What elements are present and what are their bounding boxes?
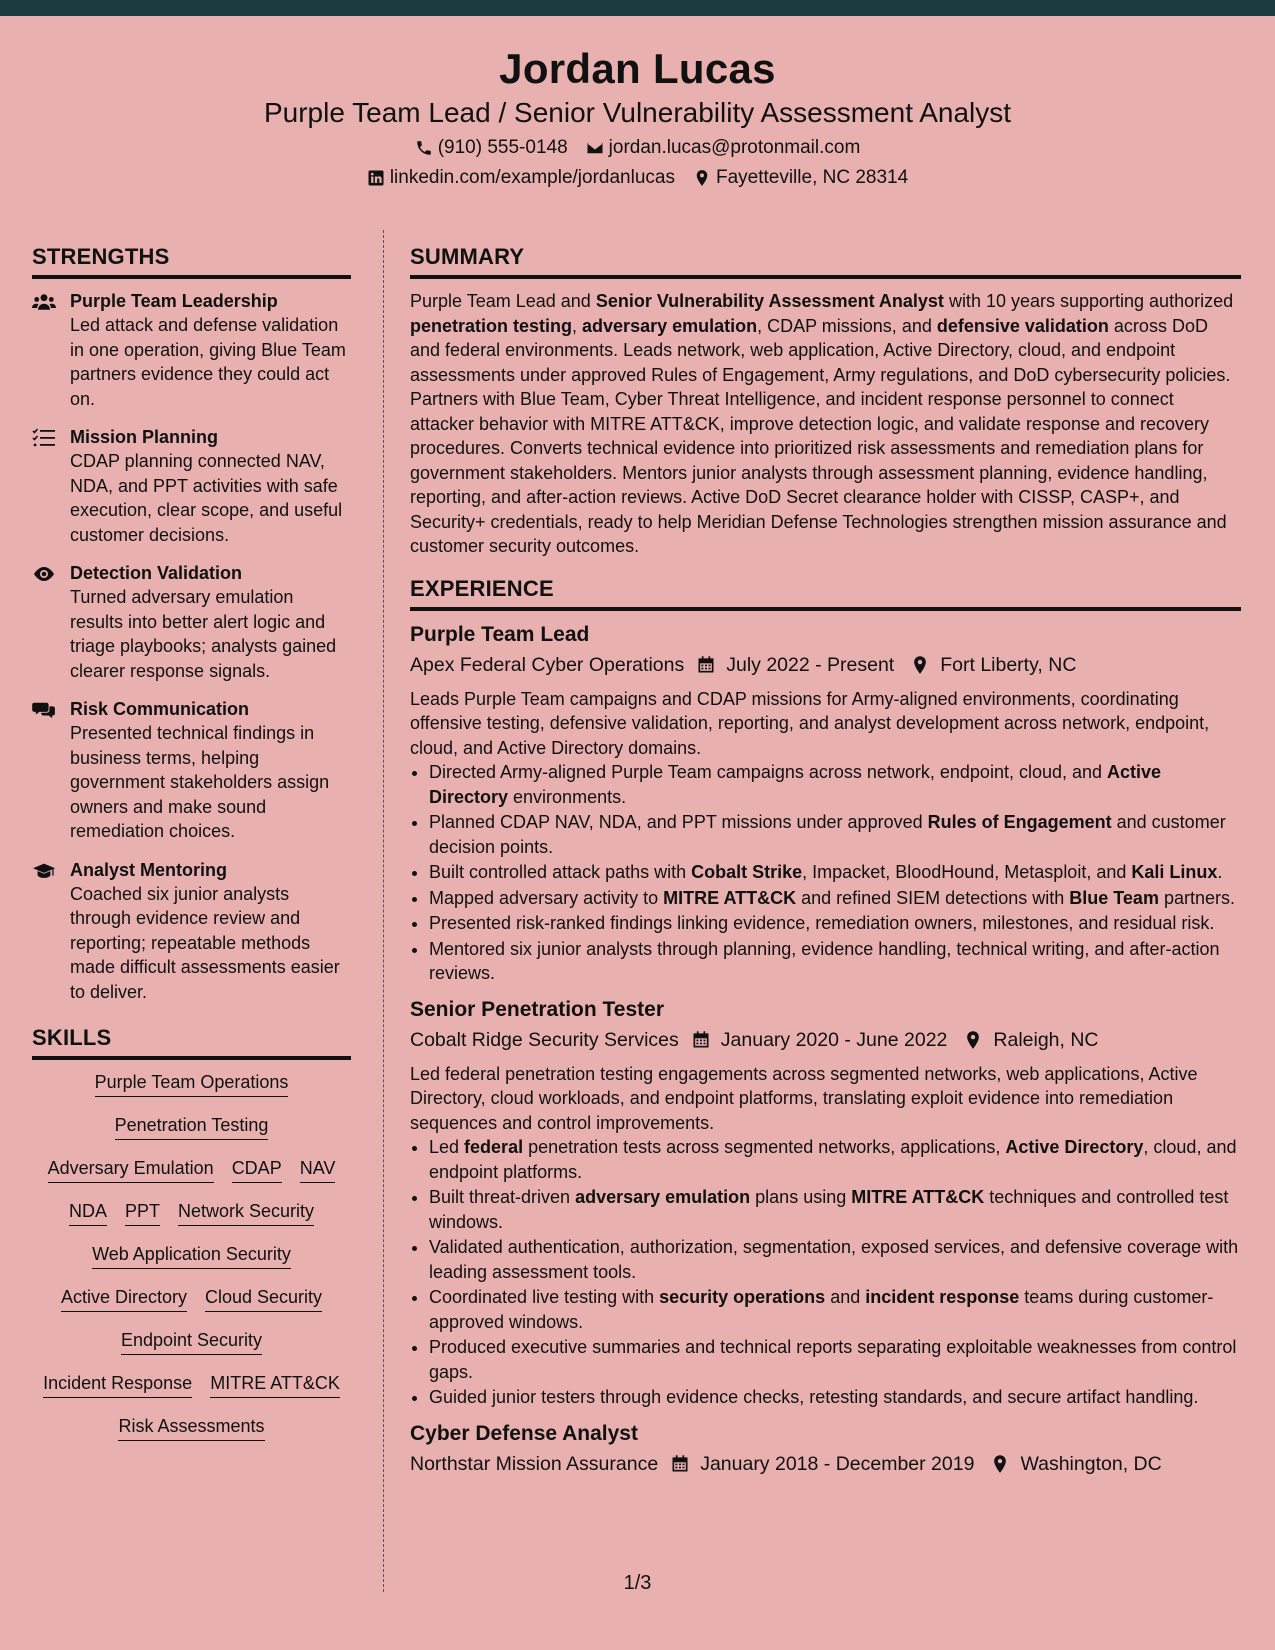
candidate-title: Purple Team Lead / Senior Vulnerability Assessment Analyst	[263, 97, 1012, 128]
job-title: Cyber Defense Analyst	[410, 1421, 638, 1445]
phone-contact[interactable]	[415, 136, 568, 160]
strength-desc: Presented technical findings in business terms, helping government stakeholders assign owners and make sound remediation choices.	[70, 723, 330, 841]
bullet-item	[429, 886, 1241, 911]
contact-row-1	[0, 136, 1275, 160]
text-segment: Directed Army-aligned Purple Team campaigns across network, endpoint, cloud, and	[429, 762, 1108, 782]
bold-text: incident response	[865, 1287, 1020, 1307]
skill-row	[32, 1328, 351, 1355]
text-segment: Validated authentication, authorization, segmentation, exposed services, and defensive coverage with leading assessment tools.	[429, 1237, 1239, 1282]
skill-tag: Adversary Emulation	[48, 1156, 214, 1183]
strength-item	[32, 858, 351, 1005]
job-meta	[410, 1026, 1241, 1054]
map-pin-icon	[693, 169, 711, 187]
job-title: Purple Team Lead	[410, 622, 590, 646]
bold-text: Active Directory	[1005, 1137, 1144, 1157]
text-segment: partners.	[1158, 887, 1235, 908]
page-number: 1/3	[623, 1572, 652, 1594]
bold-text: MITRE ATT&CK	[663, 887, 797, 908]
skill-row	[32, 1156, 351, 1183]
job-meta	[410, 651, 1241, 679]
skills-list	[32, 1070, 351, 1441]
text-segment: ,	[572, 315, 583, 336]
strength-item	[32, 697, 351, 844]
bold-text: Active Directory	[429, 762, 1162, 807]
strength-title: Purple Team Leadership	[70, 291, 278, 311]
users-icon	[32, 292, 56, 312]
text-segment: plans using	[750, 1187, 852, 1207]
right-column	[410, 243, 1241, 1486]
skill-tag: Web Application Security	[92, 1242, 291, 1269]
skill-row	[32, 1371, 351, 1398]
bold-text: adversary emulation	[582, 315, 758, 336]
strength-desc: Turned adversary emulation results into better alert logic and triage playbooks; analysts gained clearer response signals.	[70, 587, 337, 681]
graduation-cap-icon	[32, 861, 56, 881]
text-segment: , CDAP missions, and	[757, 315, 937, 336]
strength-desc: CDAP planning connected NAV, NDA, and PPT activities with safe execution, clear scope, and useful customer decisions.	[70, 451, 343, 545]
job-company: Northstar Mission Assurance	[410, 1452, 659, 1475]
bullet-item	[429, 1285, 1241, 1334]
skill-tag: Endpoint Security	[121, 1328, 262, 1355]
text-segment: teams during customer-approved windows.	[429, 1287, 1214, 1332]
job-description: Leads Purple Team campaigns and CDAP missions for Army-aligned environments, coordinating offensive testing, defensive validation, reporting, and analyst development across network, endpoint, cloud, and Active Directory domains.	[410, 688, 1210, 758]
column-divider	[383, 230, 384, 1592]
job-dates: January 2018 - December 2019	[700, 1452, 975, 1475]
bold-text: MITRE ATT&CK	[851, 1187, 985, 1207]
bold-text: security operations	[659, 1287, 826, 1307]
skill-tag: Purple Team Operations	[95, 1070, 289, 1097]
text-segment: Guided junior testers through evidence checks, retesting standards, and secure artifact handling.	[429, 1387, 1199, 1407]
map-pin-icon	[910, 655, 930, 675]
strength-title: Risk Communication	[70, 699, 250, 719]
text-segment: Built threat-driven	[429, 1187, 576, 1207]
bold-text: Senior Vulnerability Assessment Analyst	[595, 291, 944, 311]
phone-text: (910) 555-0148	[437, 137, 568, 158]
skill-tag: PPT	[125, 1199, 160, 1226]
text-segment: Mapped adversary activity to	[429, 887, 664, 908]
skill-tag: MITRE ATT&CK	[210, 1371, 340, 1398]
location-contact	[693, 166, 908, 190]
location-text: Fayetteville, NC 28314	[715, 167, 909, 188]
job-dates: July 2022 - Present	[726, 653, 895, 676]
skill-tag: Active Directory	[61, 1285, 187, 1312]
skill-tag: NAV	[300, 1156, 336, 1183]
text-segment: Produced executive summaries and technical reports separating exploitable weaknesses from control gaps.	[429, 1337, 1237, 1382]
bullet-item	[429, 1235, 1241, 1284]
bold-text: Kali Linux	[1131, 862, 1218, 882]
phone-icon	[415, 139, 433, 157]
skill-row	[32, 1113, 351, 1140]
strength-item	[32, 289, 351, 411]
summary-text	[410, 289, 1241, 559]
skill-tag: Incident Response	[43, 1371, 192, 1398]
email-contact[interactable]	[586, 136, 861, 160]
comments-icon	[32, 700, 56, 720]
experience-list	[410, 621, 1241, 1478]
bold-text: Cobalt Strike	[691, 862, 803, 882]
envelope-icon	[586, 139, 604, 157]
job-company: Cobalt Ridge Security Services	[410, 1028, 679, 1051]
skill-tag: NDA	[69, 1199, 107, 1226]
text-segment: penetration tests across segmented networks, applications,	[523, 1137, 1006, 1157]
text-segment: , Impacket, BloodHound, Metasploit, and	[802, 862, 1132, 882]
skill-tag: Penetration Testing	[115, 1113, 269, 1140]
bold-text: defensive validation	[936, 315, 1109, 336]
bullet-item	[429, 911, 1241, 936]
text-segment: , cloud, and endpoint platforms.	[429, 1137, 1237, 1182]
strengths-heading: STRENGTHS	[32, 243, 351, 279]
strength-title: Detection Validation	[70, 563, 243, 583]
text-segment: Mentored six junior analysts through planning, evidence handling, technical writing, and after-action reviews.	[429, 938, 1220, 983]
text-segment: and	[825, 1287, 866, 1307]
calendar-icon	[696, 655, 716, 675]
bullet-item	[429, 1335, 1241, 1384]
job-dates: January 2020 - June 2022	[720, 1028, 948, 1051]
skill-row	[32, 1070, 351, 1097]
skills-heading: SKILLS	[32, 1024, 351, 1060]
job-bullets	[410, 760, 1241, 986]
skill-row	[32, 1414, 351, 1441]
text-segment: .	[1217, 862, 1223, 882]
summary-heading: SUMMARY	[410, 243, 1241, 279]
calendar-icon	[670, 1454, 690, 1474]
linkedin-contact[interactable]	[367, 166, 675, 190]
text-segment: Led	[429, 1137, 465, 1157]
experience-heading: EXPERIENCE	[410, 575, 1241, 611]
calendar-icon	[691, 1030, 711, 1050]
skill-tag: Risk Assessments	[118, 1414, 264, 1441]
resume-header	[0, 16, 1275, 204]
text-segment: with 10 years supporting authorized	[943, 291, 1234, 311]
strength-title: Analyst Mentoring	[70, 859, 228, 880]
contact-row-2	[0, 166, 1275, 190]
map-pin-icon	[990, 1454, 1010, 1474]
email-text: jordan.lucas@protonmail.com	[608, 137, 861, 158]
strength-title: Mission Planning	[70, 427, 219, 447]
skill-tag: Network Security	[178, 1199, 314, 1226]
skill-row	[32, 1242, 351, 1269]
linkedin-icon	[367, 169, 385, 187]
text-segment: and customer decision points.	[429, 812, 1226, 857]
text-segment: Coordinated live testing with	[429, 1287, 660, 1307]
strength-item	[32, 561, 351, 683]
skill-row	[32, 1199, 351, 1226]
text-segment: Purple Team Lead and	[410, 291, 596, 311]
eye-icon	[32, 564, 56, 584]
checklist-icon	[32, 428, 56, 448]
strength-desc: Led attack and defense validation in one operation, giving Blue Team partners evidence they could act on.	[70, 315, 346, 409]
job-entry	[410, 996, 1241, 1410]
job-location: Raleigh, NC	[993, 1028, 1099, 1051]
text-segment: Presented risk-ranked findings linking evidence, remediation owners, milestones, and residual risk.	[429, 913, 1215, 933]
job-title: Senior Penetration Tester	[410, 997, 665, 1021]
bold-text: federal	[464, 1137, 524, 1157]
job-entry	[410, 1420, 1241, 1478]
skill-tag: CDAP	[232, 1156, 282, 1183]
skill-tag: Cloud Security	[205, 1285, 322, 1312]
text-segment: across DoD and federal environments. Leads network, web application, Active Directory, cloud, and endpoint assessments under approved Rules of Engagement, Army regulations, and DoD cybersecurity policies. Partners with Blue Team, Cyber Threat Intelligence, and incident response personnel to connect attacker behavior with MITRE ATT&CK, improve detection logic, and validate response and recovery procedures. Converts technical evidence into prioritized risk assessments and remediation plans for government stakeholders. Mentors junior analysts through assessment planning, evidence handling, reporting, and after-action reviews. Active DoD Secret clearance holder with CISSP, CASP+, and Security+ credentials, ready to help Meridian Defense Technologies strengthen mission assurance and customer security outcomes.	[410, 315, 1231, 556]
bold-text: penetration testing	[410, 315, 573, 336]
linkedin-text: linkedin.com/example/jordanlucas	[389, 167, 675, 188]
job-meta	[410, 1450, 1241, 1478]
bullet-item	[429, 937, 1241, 986]
skill-row	[32, 1285, 351, 1312]
bullet-item	[429, 760, 1241, 809]
strength-desc: Coached six junior analysts through evidence review and reporting; repeatable methods made difficult assessments easier to deliver.	[70, 883, 340, 1002]
candidate-name: Jordan Lucas	[499, 45, 776, 92]
job-company: Apex Federal Cyber Operations	[410, 653, 685, 676]
job-location: Fort Liberty, NC	[940, 653, 1077, 676]
bullet-item	[429, 810, 1241, 859]
text-segment: and refined SIEM detections with	[796, 887, 1070, 908]
text-segment: techniques and controlled test windows.	[429, 1187, 1229, 1232]
top-accent-bar	[0, 0, 1275, 16]
job-entry	[410, 621, 1241, 986]
job-description: Led federal penetration testing engagements across segmented networks, web applications, Active Directory, cloud workloads, and endpoint platforms, translating exploit evidence into remediation sequences and control improvements.	[410, 1063, 1198, 1133]
bullet-item	[429, 1185, 1241, 1234]
bullet-item	[429, 1385, 1241, 1410]
strength-item	[32, 425, 351, 547]
bold-text: adversary emulation	[575, 1187, 751, 1207]
bullet-item	[429, 860, 1241, 885]
text-segment: Built controlled attack paths with	[429, 862, 692, 882]
bullet-item	[429, 1135, 1241, 1184]
bold-text: Rules of Engagement	[927, 812, 1112, 832]
left-column	[32, 243, 351, 1457]
job-bullets	[410, 1135, 1241, 1410]
text-segment: environments.	[508, 786, 627, 807]
bold-text: Blue Team	[1069, 887, 1159, 908]
map-pin-icon	[963, 1030, 983, 1050]
text-segment: Planned CDAP NAV, NDA, and PPT missions under approved	[429, 812, 928, 832]
job-location: Washington, DC	[1020, 1452, 1162, 1475]
